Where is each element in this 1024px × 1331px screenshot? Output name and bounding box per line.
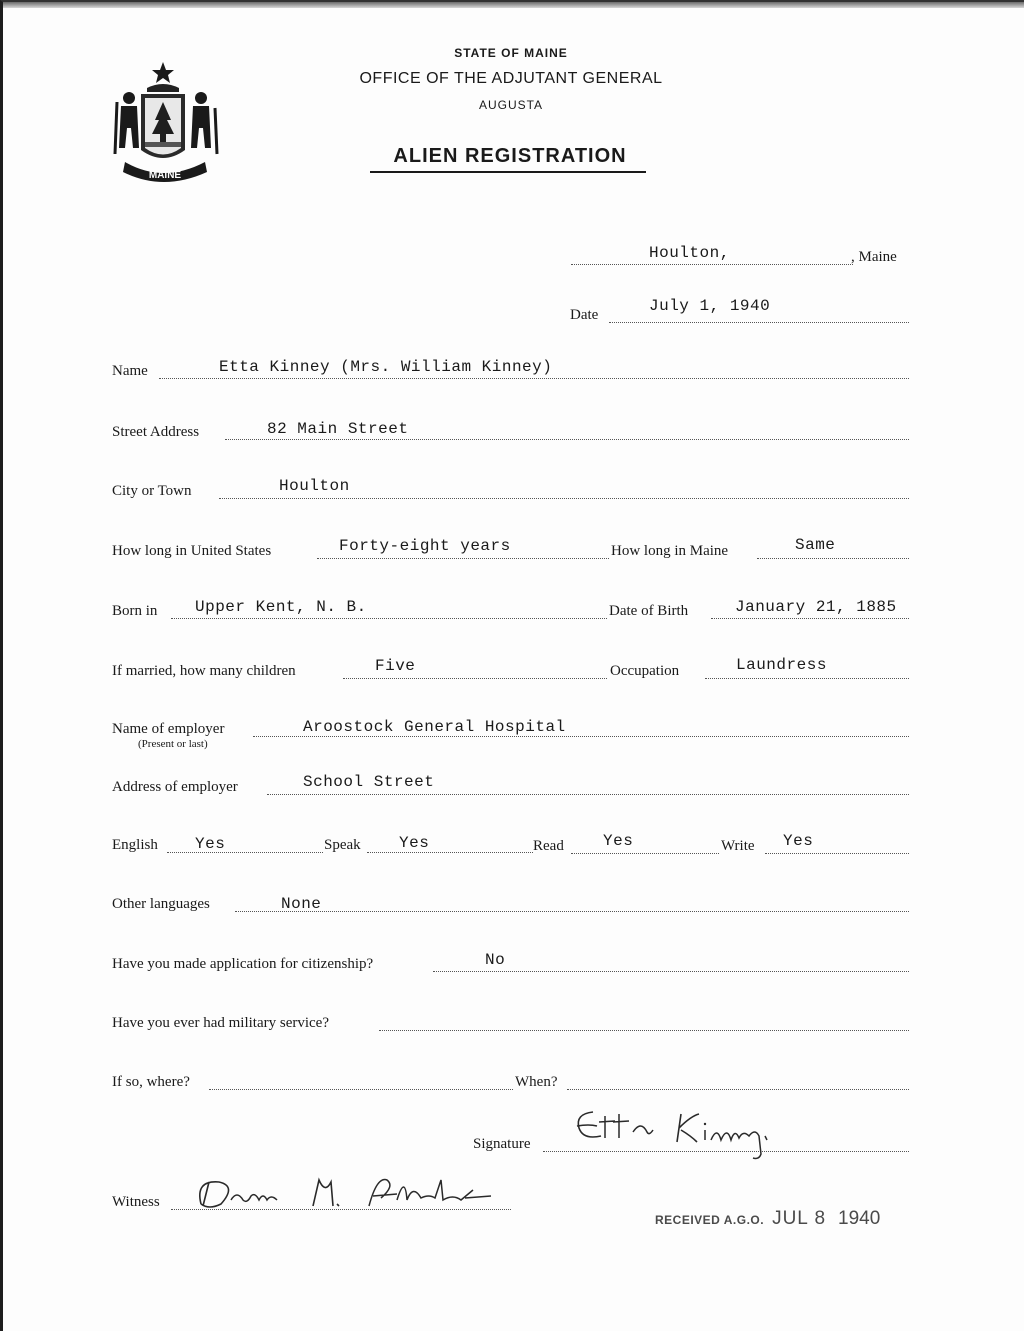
speak-line bbox=[367, 852, 533, 853]
other-languages-value: None bbox=[281, 895, 322, 913]
citizenship-label: Have you made application for citizenship? bbox=[112, 956, 374, 972]
when-label: When? bbox=[515, 1074, 558, 1090]
english-value: Yes bbox=[195, 835, 226, 853]
us-duration-label: How long in United States bbox=[112, 543, 272, 559]
military-label: Have you ever had military service? bbox=[112, 1015, 329, 1031]
place-line bbox=[571, 264, 853, 265]
employer-label: Name of employer bbox=[112, 721, 225, 737]
other-languages-line bbox=[235, 911, 909, 912]
english-label: English bbox=[112, 837, 158, 853]
employer-address-line bbox=[267, 794, 909, 795]
us-duration-value: Forty-eight years bbox=[339, 537, 511, 555]
speak-value: Yes bbox=[399, 834, 430, 852]
place-suffix: , Maine bbox=[851, 249, 897, 265]
where-line bbox=[209, 1089, 513, 1090]
street-line bbox=[225, 439, 909, 440]
speak-label: Speak bbox=[324, 837, 361, 853]
other-languages-label: Other languages bbox=[112, 896, 210, 912]
employer-address-value: School Street bbox=[303, 773, 435, 791]
date-value: July 1, 1940 bbox=[649, 297, 771, 315]
maine-duration-value: Same bbox=[795, 536, 836, 554]
employer-value: Aroostock General Hospital bbox=[303, 718, 566, 736]
us-duration-line bbox=[317, 558, 609, 559]
occupation-label: Occupation bbox=[610, 663, 680, 679]
witness-handwriting bbox=[191, 1170, 521, 1220]
citizenship-line bbox=[433, 971, 909, 972]
city-value: Houlton bbox=[279, 477, 350, 495]
write-label: Write bbox=[721, 838, 755, 854]
born-value: Upper Kent, N. B. bbox=[195, 598, 367, 616]
city-label: City or Town bbox=[112, 483, 192, 499]
header-office: OFFICE OF THE ADJUTANT GENERAL bbox=[359, 70, 663, 87]
where-label: If so, where? bbox=[112, 1074, 190, 1090]
form-title: ALIEN REGISTRATION bbox=[393, 145, 627, 167]
maine-duration-label: How long in Maine bbox=[611, 543, 729, 559]
when-line bbox=[567, 1089, 909, 1090]
signature-label: Signature bbox=[473, 1136, 531, 1152]
title-underline bbox=[370, 171, 646, 173]
read-line bbox=[571, 853, 719, 854]
street-label: Street Address bbox=[112, 424, 200, 440]
maine-duration-line bbox=[757, 558, 909, 559]
children-value: Five bbox=[375, 657, 416, 675]
date-label: Date bbox=[570, 307, 599, 323]
english-line bbox=[167, 852, 323, 853]
occupation-value: Laundress bbox=[736, 656, 827, 674]
citizenship-value: No bbox=[485, 951, 506, 969]
stamp-received-text: RECEIVED A.G.O. bbox=[655, 1213, 765, 1227]
name-line bbox=[159, 378, 909, 379]
received-stamp bbox=[655, 1208, 880, 1230]
seal-banner-text: MAINE bbox=[148, 170, 182, 181]
read-value: Yes bbox=[603, 832, 634, 850]
born-label: Born in bbox=[112, 603, 158, 619]
name-label: Name bbox=[112, 363, 148, 379]
military-line bbox=[379, 1030, 909, 1031]
occupation-line bbox=[705, 678, 909, 679]
employer-line bbox=[253, 736, 909, 737]
stamp-date: JUL 8 bbox=[772, 1208, 827, 1229]
children-label: If married, how many children bbox=[112, 663, 296, 679]
witness-label: Witness bbox=[112, 1194, 160, 1210]
dob-line bbox=[711, 618, 909, 619]
place-value: Houlton, bbox=[649, 244, 730, 262]
street-value: 82 Main Street bbox=[267, 420, 409, 438]
dob-label: Date of Birth bbox=[609, 603, 689, 619]
write-line bbox=[765, 853, 909, 854]
dob-value: January 21, 1885 bbox=[735, 598, 897, 616]
write-value: Yes bbox=[783, 832, 814, 850]
header-city: AUGUSTA bbox=[478, 98, 544, 112]
employer-address-label: Address of employer bbox=[112, 779, 238, 795]
children-line bbox=[343, 678, 607, 679]
header-state: STATE OF MAINE bbox=[454, 46, 568, 60]
date-line bbox=[609, 322, 909, 323]
city-line bbox=[219, 498, 909, 499]
scan-edge bbox=[3, 2, 1024, 8]
stamp-year: 1940 bbox=[838, 1208, 881, 1229]
read-label: Read bbox=[533, 838, 564, 854]
born-line bbox=[171, 618, 607, 619]
employer-sublabel: (Present or last) bbox=[138, 738, 208, 750]
name-value: Etta Kinney (Mrs. William Kinney) bbox=[219, 358, 553, 376]
signature-handwriting bbox=[571, 1106, 831, 1164]
